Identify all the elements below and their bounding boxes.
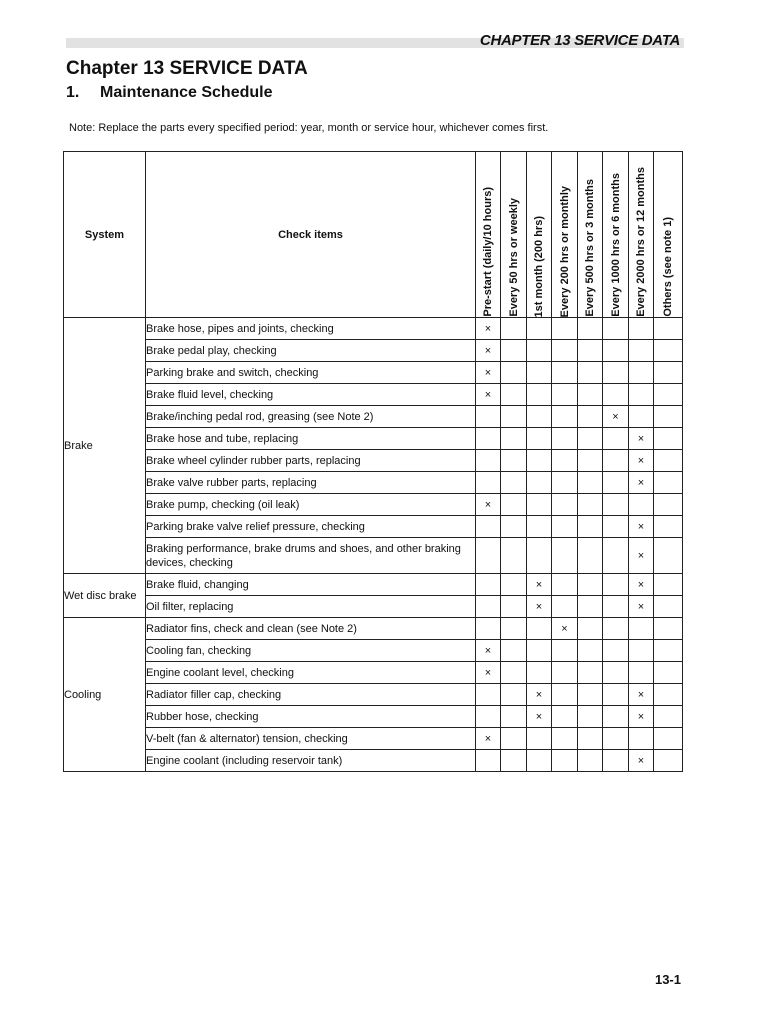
interval-mark-cell (578, 384, 603, 406)
interval-mark-cell (578, 362, 603, 384)
interval-mark-cell (578, 750, 603, 772)
interval-mark-cell (527, 428, 552, 450)
interval-mark-cell (654, 428, 683, 450)
table-header-row (64, 152, 683, 318)
interval-mark-cell (552, 362, 578, 384)
interval-mark-cell (629, 494, 654, 516)
check-item-cell: Brake valve rubber parts, replacing (146, 472, 476, 494)
interval-mark-cell: × (527, 596, 552, 618)
interval-mark-cell (527, 494, 552, 516)
column-header-interval (603, 152, 629, 318)
interval-mark-cell (476, 428, 501, 450)
interval-mark-cell (578, 450, 603, 472)
interval-mark-cell (527, 516, 552, 538)
column-header-check-items: Check items (146, 152, 476, 318)
interval-mark-cell (603, 574, 629, 596)
interval-mark-cell (578, 538, 603, 574)
column-header-interval (654, 152, 683, 318)
table-row (64, 640, 683, 662)
interval-mark-cell: × (476, 318, 501, 340)
interval-mark-cell (629, 384, 654, 406)
interval-mark-cell (552, 318, 578, 340)
interval-mark-cell (603, 538, 629, 574)
interval-mark-cell (501, 362, 527, 384)
interval-mark-cell: × (629, 750, 654, 772)
interval-mark-cell: × (603, 406, 629, 428)
interval-mark-cell (527, 750, 552, 772)
interval-mark-cell (603, 428, 629, 450)
interval-mark-cell (603, 494, 629, 516)
interval-mark-cell (527, 362, 552, 384)
interval-mark-cell (552, 750, 578, 772)
interval-mark-cell (552, 728, 578, 750)
interval-mark-cell (476, 618, 501, 640)
table-row (64, 472, 683, 494)
table-row (64, 516, 683, 538)
interval-mark-cell: × (629, 596, 654, 618)
interval-mark-cell: × (629, 574, 654, 596)
check-item-cell: Brake pump, checking (oil leak) (146, 494, 476, 516)
interval-mark-cell (501, 662, 527, 684)
check-item-cell: Brake fluid, changing (146, 574, 476, 596)
interval-mark-cell (578, 728, 603, 750)
maintenance-schedule-table (63, 151, 683, 772)
interval-mark-cell (603, 750, 629, 772)
interval-mark-cell (603, 450, 629, 472)
interval-mark-cell: × (629, 428, 654, 450)
interval-mark-cell (552, 516, 578, 538)
check-item-cell: Parking brake valve relief pressure, checking (146, 516, 476, 538)
interval-mark-cell (654, 340, 683, 362)
interval-mark-cell (654, 472, 683, 494)
check-item-cell: Radiator filler cap, checking (146, 684, 476, 706)
interval-mark-cell: × (476, 340, 501, 362)
system-cell: Cooling (64, 618, 146, 772)
interval-mark-cell (501, 618, 527, 640)
interval-mark-cell: × (629, 472, 654, 494)
interval-mark-cell: × (552, 618, 578, 640)
table-row (64, 494, 683, 516)
table-row (64, 750, 683, 772)
interval-mark-cell: × (629, 684, 654, 706)
table-row (64, 318, 683, 340)
interval-mark-cell: × (476, 362, 501, 384)
interval-mark-cell (501, 640, 527, 662)
column-header-interval (629, 152, 654, 318)
table-row (64, 538, 683, 574)
interval-mark-cell (654, 406, 683, 428)
table-row (64, 362, 683, 384)
table-body (64, 318, 683, 772)
interval-mark-cell (578, 494, 603, 516)
interval-mark-cell (654, 362, 683, 384)
interval-mark-cell (654, 538, 683, 574)
interval-mark-cell (578, 618, 603, 640)
interval-mark-cell (552, 596, 578, 618)
interval-mark-cell (552, 706, 578, 728)
interval-mark-cell (501, 318, 527, 340)
table-row (64, 340, 683, 362)
interval-mark-cell (603, 384, 629, 406)
interval-mark-cell: × (476, 728, 501, 750)
interval-mark-cell (654, 662, 683, 684)
interval-mark-cell (603, 706, 629, 728)
table-row (64, 662, 683, 684)
check-item-cell: Engine coolant level, checking (146, 662, 476, 684)
interval-mark-cell (501, 428, 527, 450)
interval-mark-cell (603, 618, 629, 640)
interval-mark-cell (578, 684, 603, 706)
interval-mark-cell (629, 340, 654, 362)
interval-mark-cell: × (527, 574, 552, 596)
interval-mark-cell (578, 640, 603, 662)
interval-mark-cell: × (476, 384, 501, 406)
interval-mark-cell (527, 318, 552, 340)
interval-mark-cell (501, 728, 527, 750)
section-title: Maintenance Schedule (100, 84, 273, 101)
interval-mark-cell (603, 662, 629, 684)
interval-mark-cell: × (527, 684, 552, 706)
interval-mark-cell (603, 640, 629, 662)
interval-mark-cell (629, 640, 654, 662)
interval-mark-cell (527, 450, 552, 472)
table-row (64, 450, 683, 472)
column-header-interval (527, 152, 552, 318)
interval-mark-cell (501, 406, 527, 428)
interval-mark-cell (476, 406, 501, 428)
interval-mark-cell (527, 384, 552, 406)
interval-mark-cell (527, 538, 552, 574)
interval-mark-cell (578, 406, 603, 428)
check-item-cell: Radiator fins, check and clean (see Note 2) (146, 618, 476, 640)
interval-mark-cell (476, 596, 501, 618)
interval-mark-cell (476, 538, 501, 574)
interval-mark-cell (527, 406, 552, 428)
interval-mark-cell (629, 318, 654, 340)
interval-mark-cell (476, 684, 501, 706)
section-heading (66, 84, 273, 102)
interval-mark-cell (476, 574, 501, 596)
check-item-cell: Parking brake and switch, checking (146, 362, 476, 384)
interval-mark-cell (501, 472, 527, 494)
interval-label: Every 200 hrs or monthly (558, 185, 571, 317)
interval-mark-cell (654, 618, 683, 640)
interval-mark-cell (552, 662, 578, 684)
interval-label: Every 2000 hrs or 12 months (635, 167, 647, 317)
interval-label: Others (see note 1) (662, 217, 674, 317)
interval-mark-cell (552, 574, 578, 596)
interval-mark-cell (552, 494, 578, 516)
check-item-cell: Brake fluid level, checking (146, 384, 476, 406)
interval-mark-cell (501, 450, 527, 472)
interval-mark-cell: × (476, 640, 501, 662)
interval-mark-cell (501, 516, 527, 538)
check-item-cell: V-belt (fan & alternator) tension, checking (146, 728, 476, 750)
check-item-cell: Brake wheel cylinder rubber parts, replacing (146, 450, 476, 472)
interval-mark-cell (552, 450, 578, 472)
table-row (64, 728, 683, 750)
check-item-cell: Oil filter, replacing (146, 596, 476, 618)
interval-mark-cell (603, 318, 629, 340)
interval-mark-cell (552, 538, 578, 574)
interval-mark-cell (501, 494, 527, 516)
table-row (64, 684, 683, 706)
interval-mark-cell (552, 428, 578, 450)
interval-mark-cell (654, 750, 683, 772)
interval-mark-cell (501, 340, 527, 362)
check-item-cell: Rubber hose, checking (146, 706, 476, 728)
interval-mark-cell (578, 516, 603, 538)
interval-mark-cell (603, 684, 629, 706)
interval-mark-cell (527, 618, 552, 640)
interval-mark-cell (654, 706, 683, 728)
interval-mark-cell (654, 494, 683, 516)
interval-label: Pre-start (daily/10 hours) (482, 187, 494, 317)
interval-mark-cell (552, 640, 578, 662)
interval-label: Every 50 hrs or weekly (507, 198, 520, 317)
interval-mark-cell (527, 640, 552, 662)
interval-mark-cell (476, 472, 501, 494)
interval-mark-cell (501, 384, 527, 406)
table-row (64, 428, 683, 450)
column-header-interval (476, 152, 501, 318)
check-item-cell: Brake/inching pedal rod, greasing (see Note 2) (146, 406, 476, 428)
interval-mark-cell (603, 362, 629, 384)
table-row (64, 706, 683, 728)
table-row (64, 618, 683, 640)
interval-mark-cell (501, 750, 527, 772)
interval-mark-cell: × (476, 662, 501, 684)
column-header-interval (578, 152, 603, 318)
interval-mark-cell (578, 318, 603, 340)
system-cell: Wet disc brake (64, 574, 146, 618)
page-number: 13-1 (654, 972, 681, 987)
interval-mark-cell (654, 684, 683, 706)
interval-mark-cell (476, 750, 501, 772)
interval-mark-cell (629, 618, 654, 640)
interval-mark-cell (527, 340, 552, 362)
interval-mark-cell (654, 728, 683, 750)
interval-mark-cell (629, 406, 654, 428)
interval-mark-cell (578, 596, 603, 618)
interval-mark-cell (476, 450, 501, 472)
interval-mark-cell (527, 662, 552, 684)
interval-mark-cell: × (527, 706, 552, 728)
interval-mark-cell (552, 340, 578, 362)
interval-mark-cell: × (629, 516, 654, 538)
interval-mark-cell (552, 406, 578, 428)
interval-label: 1st month (200 hrs) (533, 215, 545, 317)
check-item-cell: Engine coolant (including reservoir tank) (146, 750, 476, 772)
system-cell: Brake (64, 318, 146, 574)
running-header: CHAPTER 13 SERVICE DATA (479, 32, 680, 49)
interval-mark-cell: × (629, 450, 654, 472)
column-header-interval (552, 152, 578, 318)
interval-label: Every 1000 hrs or 6 months (609, 173, 622, 317)
interval-mark-cell (578, 662, 603, 684)
interval-mark-cell (527, 472, 552, 494)
interval-mark-cell: × (629, 538, 654, 574)
table-row (64, 384, 683, 406)
interval-mark-cell (552, 684, 578, 706)
interval-mark-cell (654, 318, 683, 340)
interval-mark-cell (501, 684, 527, 706)
interval-mark-cell (629, 662, 654, 684)
interval-mark-cell (629, 728, 654, 750)
note-text: Note: Replace the parts every specified period: year, month or service hour, whichever comes first. (69, 122, 549, 134)
interval-mark-cell (552, 472, 578, 494)
interval-mark-cell (603, 516, 629, 538)
interval-mark-cell (578, 340, 603, 362)
interval-mark-cell (476, 706, 501, 728)
table-row (64, 596, 683, 618)
check-item-cell: Brake pedal play, checking (146, 340, 476, 362)
interval-mark-cell (603, 340, 629, 362)
interval-label: Every 500 hrs or 3 months (584, 179, 596, 317)
interval-mark-cell (629, 362, 654, 384)
section-number: 1. (66, 84, 80, 101)
interval-mark-cell: × (476, 494, 501, 516)
interval-mark-cell (501, 574, 527, 596)
check-item-cell: Braking performance, brake drums and shoes, and other braking devices, checking (146, 538, 476, 574)
interval-mark-cell (654, 384, 683, 406)
check-item-cell: Brake hose and tube, replacing (146, 428, 476, 450)
interval-mark-cell (552, 384, 578, 406)
check-item-cell: Cooling fan, checking (146, 640, 476, 662)
interval-mark-cell: × (629, 706, 654, 728)
interval-mark-cell (654, 640, 683, 662)
interval-mark-cell (603, 596, 629, 618)
column-header-system: System (64, 152, 146, 318)
interval-mark-cell (501, 538, 527, 574)
interval-mark-cell (527, 728, 552, 750)
interval-mark-cell (501, 706, 527, 728)
page-title: Chapter 13 SERVICE DATA (66, 58, 308, 79)
interval-mark-cell (654, 596, 683, 618)
interval-mark-cell (578, 472, 603, 494)
interval-mark-cell (578, 428, 603, 450)
check-item-cell: Brake hose, pipes and joints, checking (146, 318, 476, 340)
table-row (64, 574, 683, 596)
interval-mark-cell (603, 728, 629, 750)
interval-mark-cell (578, 574, 603, 596)
interval-mark-cell (654, 516, 683, 538)
interval-mark-cell (476, 516, 501, 538)
interval-mark-cell (603, 472, 629, 494)
interval-mark-cell (654, 574, 683, 596)
table-row (64, 406, 683, 428)
interval-mark-cell (654, 450, 683, 472)
column-header-interval (501, 152, 527, 318)
interval-mark-cell (501, 596, 527, 618)
interval-mark-cell (578, 706, 603, 728)
